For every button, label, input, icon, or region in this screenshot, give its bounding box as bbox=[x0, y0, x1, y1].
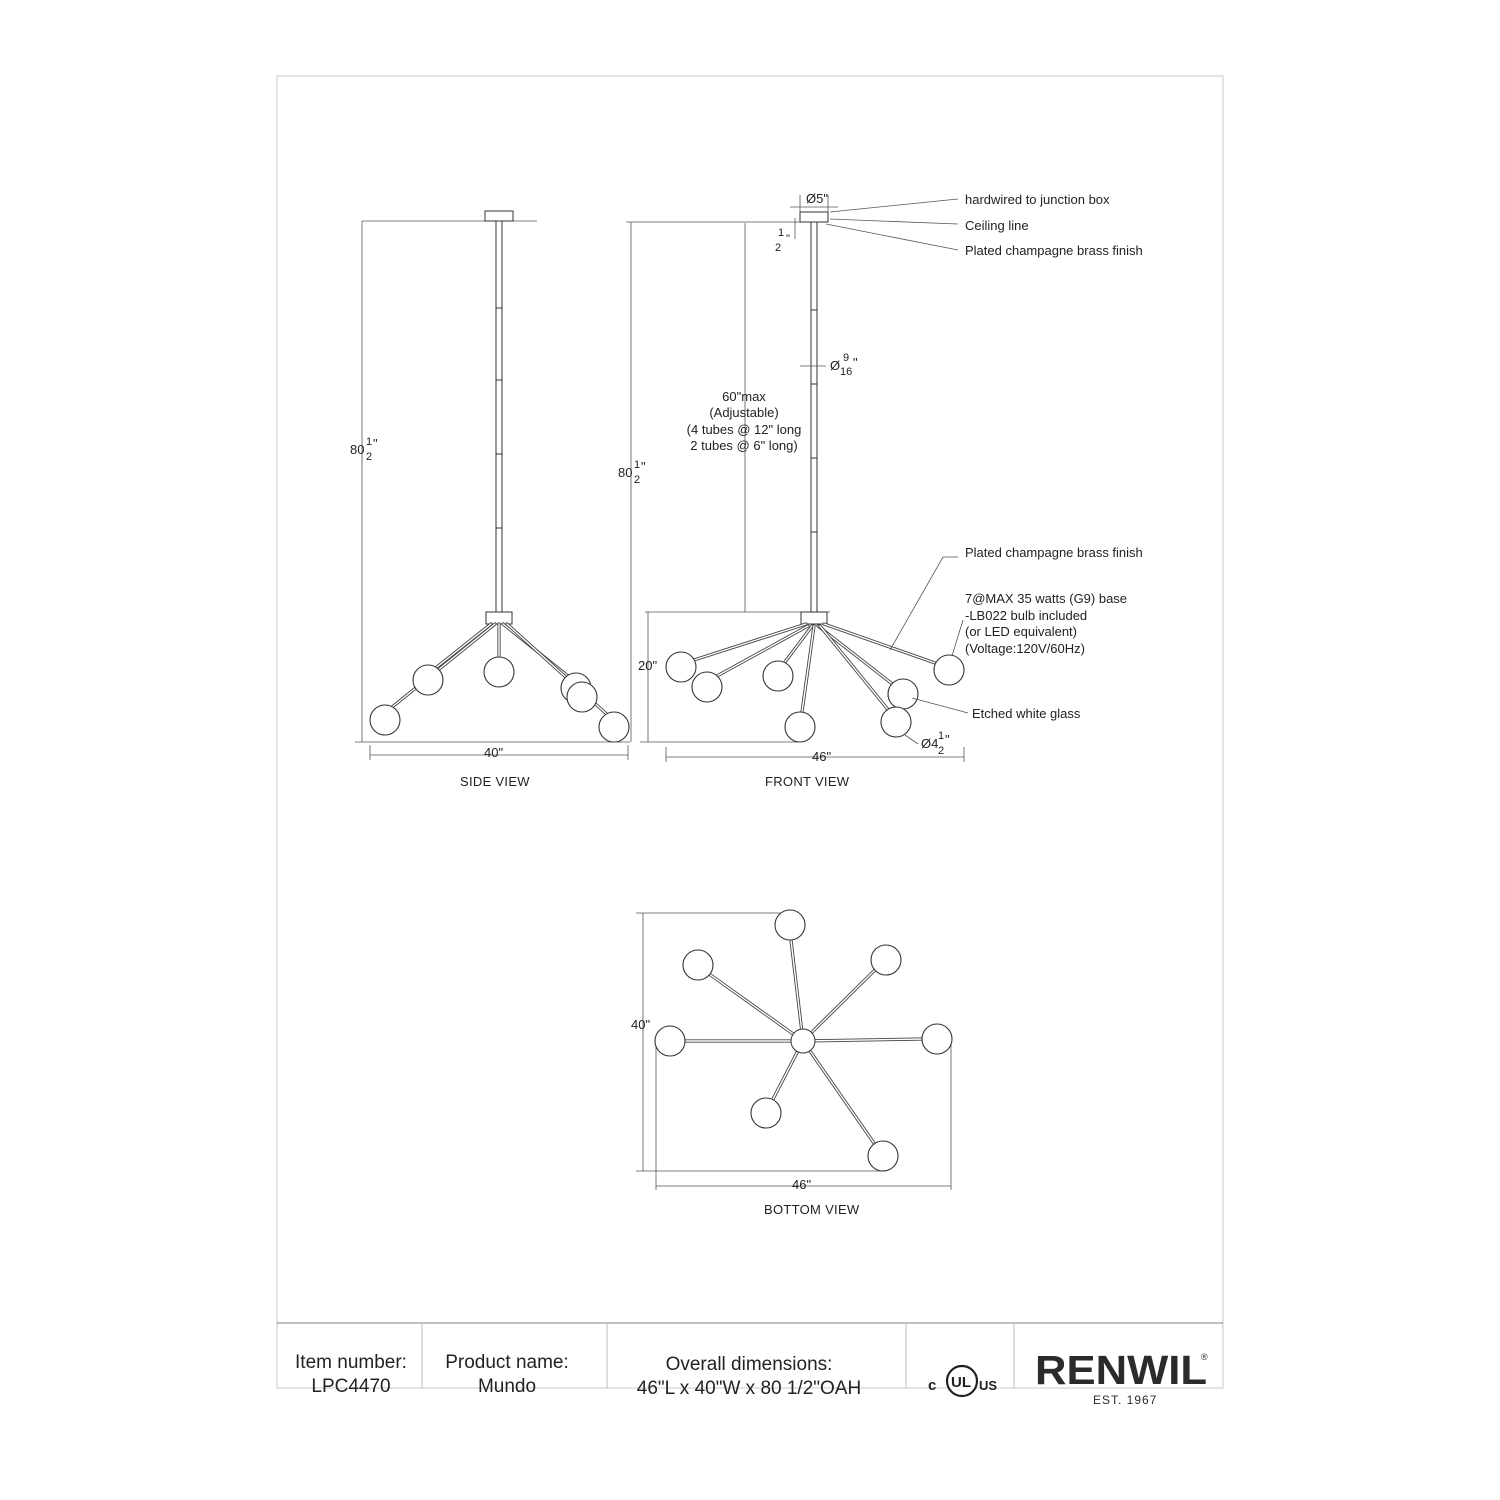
canopy-thickness-den: 2 bbox=[775, 242, 782, 254]
callout-finish-top: Plated champagne brass finish bbox=[965, 243, 1143, 258]
bottom-view-title: BOTTOM VIEW bbox=[764, 1202, 860, 1217]
side-height-den: 2 bbox=[366, 451, 373, 463]
bottom-depth: 40" bbox=[631, 1017, 651, 1032]
cert-ul: UL bbox=[951, 1374, 971, 1391]
front-height-num: 1 bbox=[634, 459, 641, 471]
item-number-value: LPC4470 bbox=[311, 1376, 391, 1397]
item-number-label: Item number: bbox=[295, 1352, 407, 1373]
front-height-mark: " bbox=[641, 459, 646, 474]
stem-dia-mark: " bbox=[853, 355, 858, 370]
brand-logo: RENWIL bbox=[1035, 1347, 1207, 1393]
product-name-label: Product name: bbox=[445, 1352, 569, 1373]
callout-glass: Etched white glass bbox=[972, 706, 1081, 721]
canopy-thickness-mark: " bbox=[786, 233, 790, 245]
side-width: 40" bbox=[484, 745, 504, 760]
side-view-title: SIDE VIEW bbox=[460, 774, 530, 789]
front-view-title: FRONT VIEW bbox=[765, 774, 850, 789]
callout-bulb-2: -LB022 bulb included bbox=[965, 608, 1088, 623]
globe-dia-mark: " bbox=[945, 732, 950, 747]
stem-note-1: 60"max bbox=[722, 389, 766, 404]
overall-dimensions-value: 46"L x 40"W x 80 1/2"OAH bbox=[636, 1378, 862, 1399]
callout-bulb-1: 7@MAX 35 watts (G9) base bbox=[965, 591, 1128, 606]
overall-dimensions-label: Overall dimensions: bbox=[665, 1354, 833, 1375]
sheet-border bbox=[277, 76, 1223, 1388]
stem-note-4: 2 tubes @ 6" long) bbox=[690, 438, 798, 453]
stem-dia-symbol: Ø bbox=[830, 358, 841, 373]
bottom-width: 46" bbox=[792, 1177, 812, 1192]
front-height-den: 2 bbox=[634, 474, 641, 486]
stem-dia-num: 9 bbox=[843, 352, 850, 364]
front-height-whole: 80 bbox=[618, 465, 633, 480]
callout-junction: hardwired to junction box bbox=[965, 192, 1110, 207]
side-height-mark: " bbox=[373, 436, 378, 451]
callout-finish-arm: Plated champagne brass finish bbox=[965, 545, 1143, 560]
front-width: 46" bbox=[812, 749, 832, 764]
stem-note-2: (Adjustable) bbox=[709, 405, 779, 420]
brand-registered-mark: ® bbox=[1201, 1352, 1208, 1362]
stem-dia-den: 16 bbox=[840, 366, 853, 378]
brand-established: EST. 1967 bbox=[1093, 1393, 1158, 1407]
front-body-height: 20" bbox=[638, 658, 658, 673]
stem-note-3: (4 tubes @ 12" long bbox=[686, 422, 802, 437]
cert-us: US bbox=[979, 1378, 998, 1393]
canopy-diameter: Ø5" bbox=[806, 191, 828, 206]
cert-c: c bbox=[928, 1377, 937, 1394]
callout-bulb-4: (Voltage:120V/60Hz) bbox=[965, 641, 1085, 656]
callout-bulb-3: (or LED equivalent) bbox=[965, 624, 1077, 639]
callout-ceiling: Ceiling line bbox=[965, 218, 1029, 233]
product-name-value: Mundo bbox=[477, 1376, 537, 1397]
side-height-num: 1 bbox=[366, 436, 373, 448]
canopy-thickness-num: 1 bbox=[778, 227, 785, 239]
globe-dia-num: 1 bbox=[938, 730, 945, 742]
globe-dia-den: 2 bbox=[938, 745, 945, 757]
globe-dia-whole: Ø4 bbox=[921, 736, 939, 751]
side-height-whole: 80 bbox=[350, 442, 365, 457]
